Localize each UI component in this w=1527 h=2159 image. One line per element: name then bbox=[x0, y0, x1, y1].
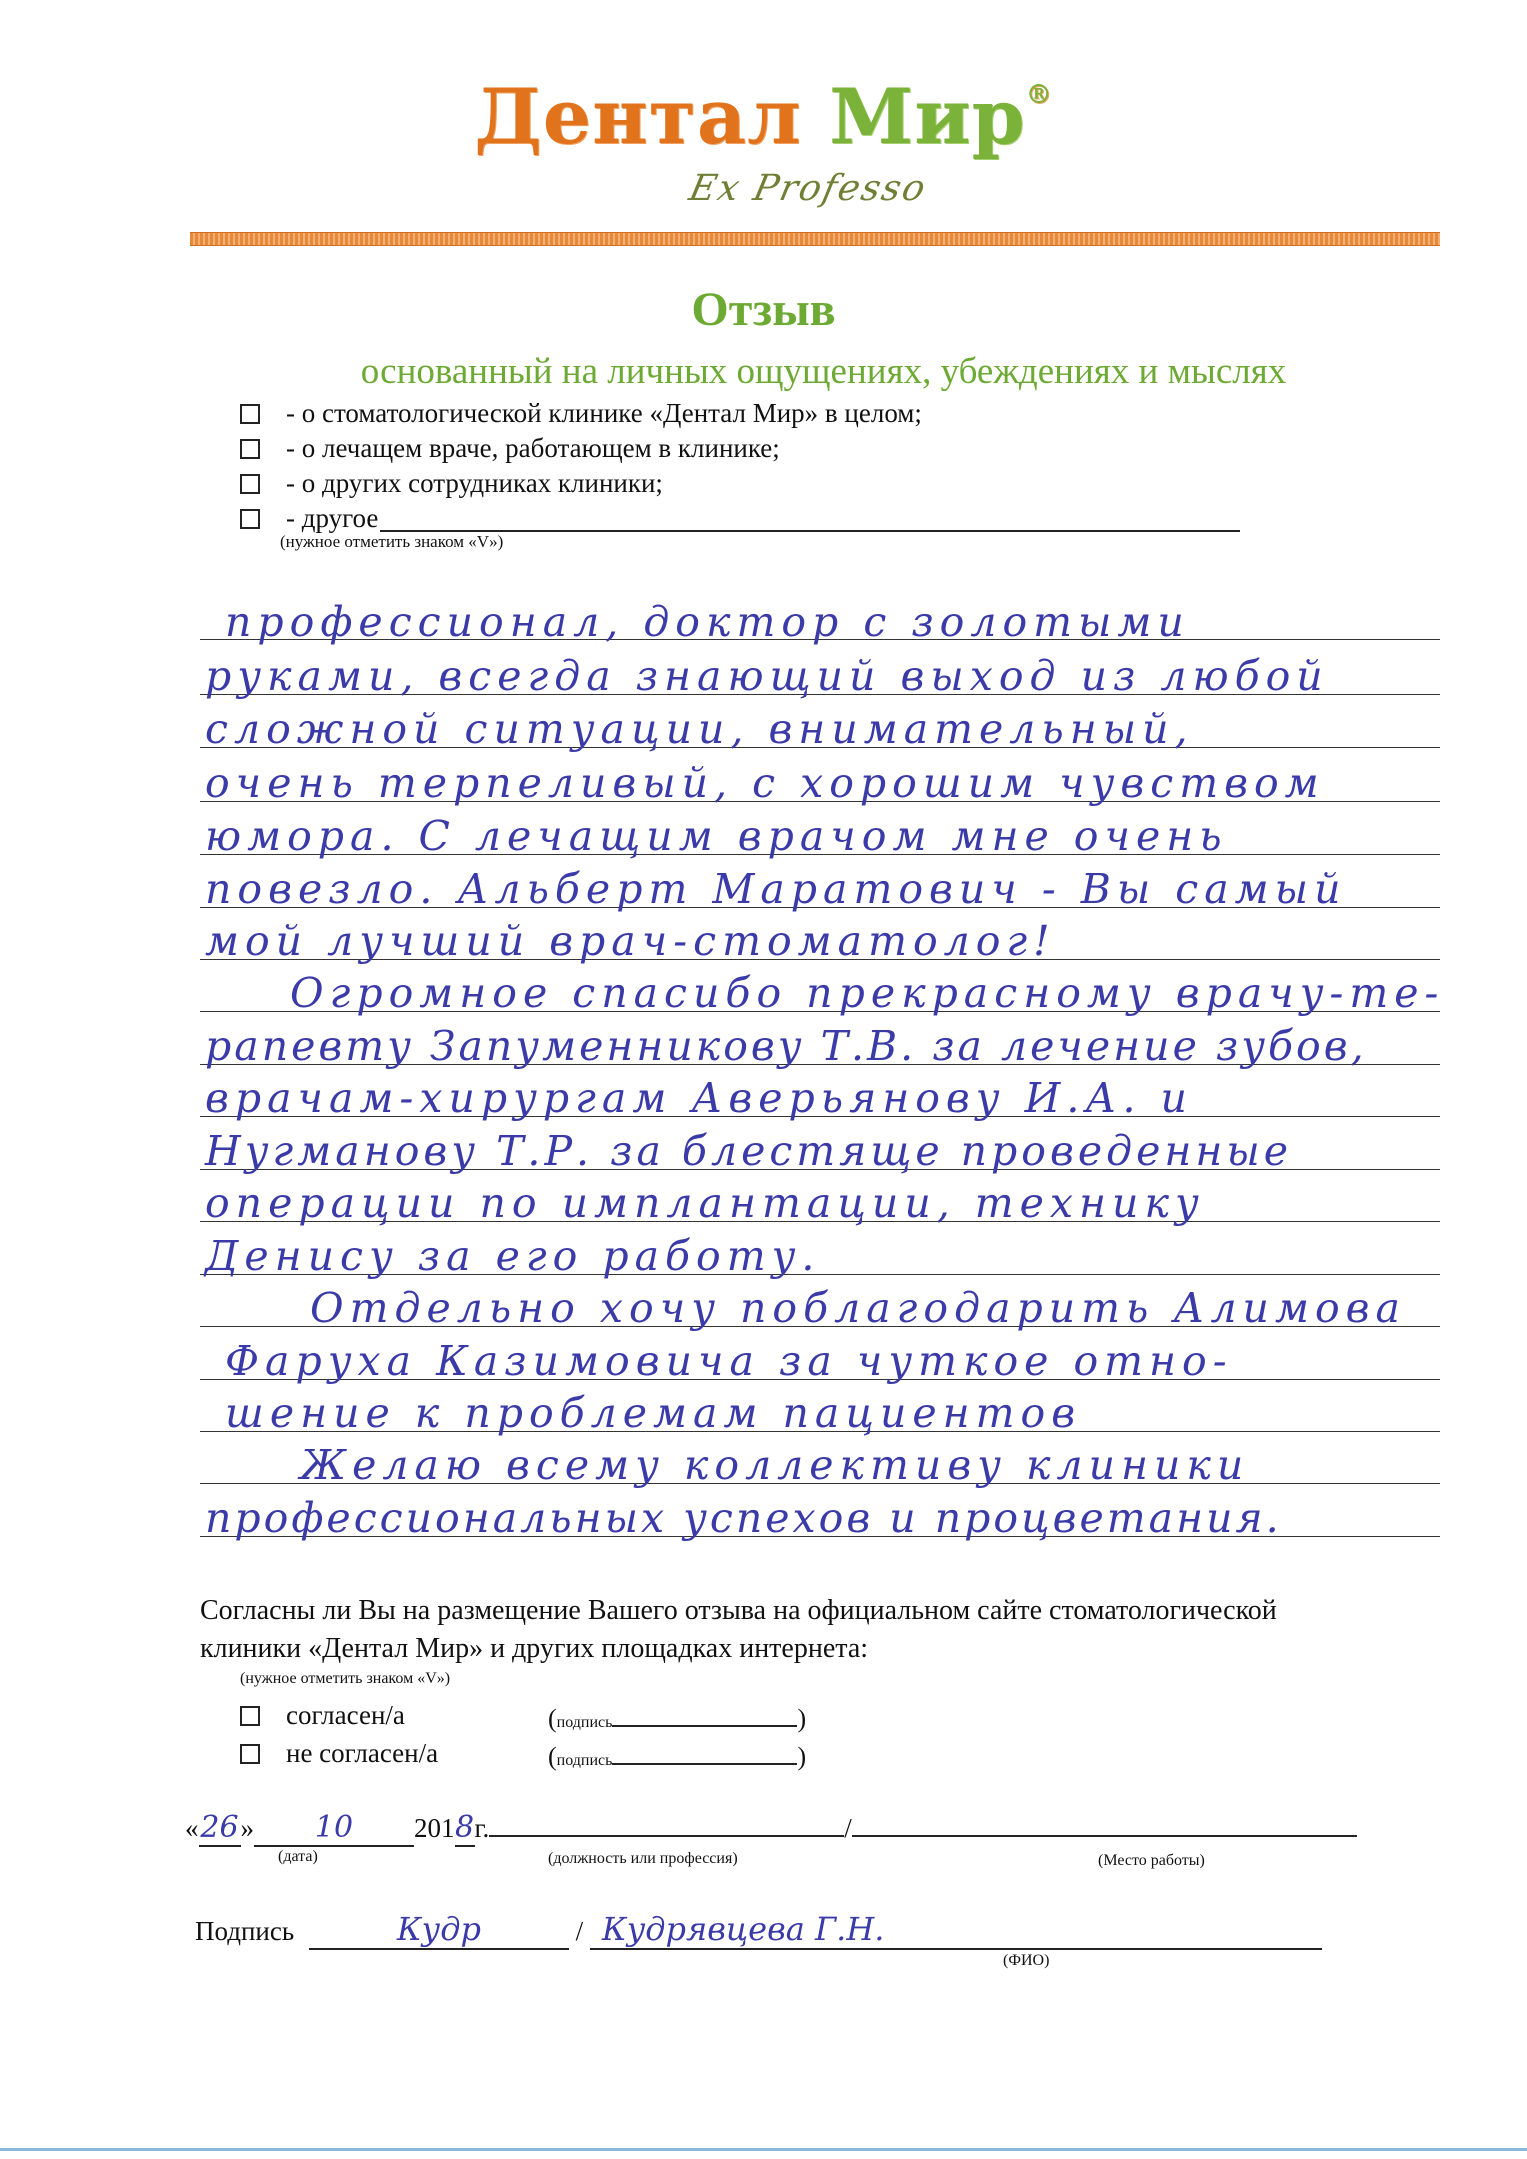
header-divider bbox=[190, 232, 1440, 246]
slash: / bbox=[575, 1916, 584, 1946]
position-line[interactable] bbox=[489, 1835, 844, 1837]
review-line: юмора. С лечащим врачом мне очень bbox=[205, 812, 1228, 860]
review-line: руками, всегда знающий выход из любой bbox=[205, 652, 1329, 700]
option-label: - о других сотрудниках клиники; bbox=[286, 468, 663, 498]
consent-agree[interactable] bbox=[240, 1700, 405, 1731]
logo-text-dental: Дентал bbox=[474, 72, 830, 161]
review-line: очень терпеливый, с хорошим чувством bbox=[205, 759, 1325, 807]
signature-row bbox=[195, 1910, 1322, 1950]
option-doctor[interactable] bbox=[240, 433, 780, 464]
form-title: Отзыв bbox=[691, 283, 836, 336]
position-caption: (должность или профессия) bbox=[548, 1850, 738, 1867]
checkbox[interactable] bbox=[240, 1744, 260, 1764]
option-label: - о стоматологической клинике «Дентал Мир» в целом; bbox=[286, 398, 922, 428]
signature-caption: подпись bbox=[556, 1714, 613, 1731]
date-year-end: г. bbox=[474, 1813, 490, 1843]
scan-edge bbox=[0, 2148, 1527, 2151]
review-line: Денису за его работу. bbox=[205, 1232, 821, 1280]
review-line: врачам-хирургам Аверьянову И.А. и bbox=[205, 1074, 1193, 1122]
option-staff[interactable] bbox=[240, 468, 663, 499]
review-line: профессионал, доктор с золотыми bbox=[225, 598, 1190, 646]
consent-question-line: Согласны ли Вы на размещение Вашего отзыва на официальном сайте стоматологической bbox=[200, 1595, 1277, 1626]
option-label: - о лечащем враче, работающем в клинике; bbox=[286, 433, 780, 463]
review-line: мой лучший врач-стоматолог! bbox=[205, 917, 1056, 965]
date-day[interactable]: 26 bbox=[200, 1810, 239, 1845]
consent-question-line: клиники «Дентал Мир» и других площадках интернета: bbox=[200, 1633, 869, 1664]
signature-line[interactable] bbox=[612, 1763, 797, 1765]
signature-caption: подпись bbox=[556, 1752, 613, 1769]
date-caption: (дата) bbox=[278, 1848, 318, 1865]
checkbox[interactable] bbox=[240, 1706, 260, 1726]
logo-text-mir: Мир bbox=[829, 72, 1026, 161]
workplace-caption: (Место работы) bbox=[1098, 1852, 1205, 1869]
agree-label: согласен/а bbox=[286, 1700, 405, 1730]
disagree-label: не согласен/а bbox=[286, 1738, 439, 1768]
review-line: рапевту Запуменникову Т.В. за лечение зубов, bbox=[205, 1022, 1367, 1070]
review-line: повезло. Альберт Маратович - Вы самый bbox=[205, 865, 1347, 913]
consent-note: (нужное отметить знаком «V») bbox=[240, 1670, 451, 1687]
review-line: Отдельно хочу поблагодарить Алимова bbox=[310, 1284, 1406, 1332]
review-line: Огромное спасибо прекрасному врачу-те- bbox=[290, 969, 1445, 1017]
date-year-prefix: 201 bbox=[414, 1813, 455, 1843]
option-clinic[interactable] bbox=[240, 398, 922, 429]
registered-mark: ® bbox=[1025, 80, 1053, 110]
agree-signature-field[interactable]: (подпись ) bbox=[548, 1704, 807, 1733]
signature-label: Подпись bbox=[195, 1916, 295, 1946]
clinic-logo bbox=[0, 72, 1527, 161]
other-fill-line[interactable] bbox=[380, 506, 1240, 532]
checkbox[interactable] bbox=[240, 509, 260, 529]
fio-caption: (ФИО) bbox=[1003, 1952, 1050, 1969]
workplace-line[interactable] bbox=[852, 1835, 1357, 1837]
review-line: Фаруха Казимовича за чуткое отно- bbox=[225, 1337, 1233, 1385]
checkbox[interactable] bbox=[240, 439, 260, 459]
option-label: - другое bbox=[286, 503, 379, 533]
consent-question bbox=[200, 1592, 1400, 1668]
review-line: Желаю всему коллективу клиники bbox=[300, 1441, 1250, 1489]
slash: / bbox=[844, 1813, 852, 1843]
signature-line[interactable] bbox=[612, 1725, 797, 1727]
consent-disagree[interactable] bbox=[240, 1738, 438, 1769]
disagree-signature-field[interactable]: (подпись ) bbox=[548, 1742, 807, 1771]
full-name-field[interactable]: Кудрявцева Г.Н. bbox=[590, 1910, 1322, 1950]
review-line: профессиональных успехов и процветания. bbox=[205, 1494, 1282, 1542]
review-line: сложной ситуации, внимательный, bbox=[205, 705, 1194, 753]
option-other[interactable] bbox=[240, 503, 1240, 534]
signature-field[interactable]: Кудр bbox=[309, 1910, 569, 1950]
options-note: (нужное отметить знаком «V») bbox=[280, 532, 504, 551]
date-row bbox=[185, 1810, 1357, 1847]
review-line: Нугманову Т.Р. за блестяще проведенные bbox=[205, 1127, 1293, 1175]
review-line: операции по имплантации, технику bbox=[205, 1179, 1205, 1227]
date-month[interactable]: 10 bbox=[254, 1810, 414, 1847]
checkbox[interactable] bbox=[240, 474, 260, 494]
logo-slogan: Ex Professo bbox=[685, 168, 931, 209]
review-line: шение к проблемам пациентов bbox=[225, 1389, 1082, 1437]
checkbox[interactable] bbox=[240, 404, 260, 424]
date-year-digit[interactable]: 8 bbox=[454, 1810, 475, 1845]
date-close-quote: » bbox=[240, 1813, 254, 1843]
date-open-quote: « bbox=[185, 1813, 199, 1843]
form-subtitle: основанный на личных ощущениях, убеждениях и мыслях bbox=[360, 351, 1287, 392]
